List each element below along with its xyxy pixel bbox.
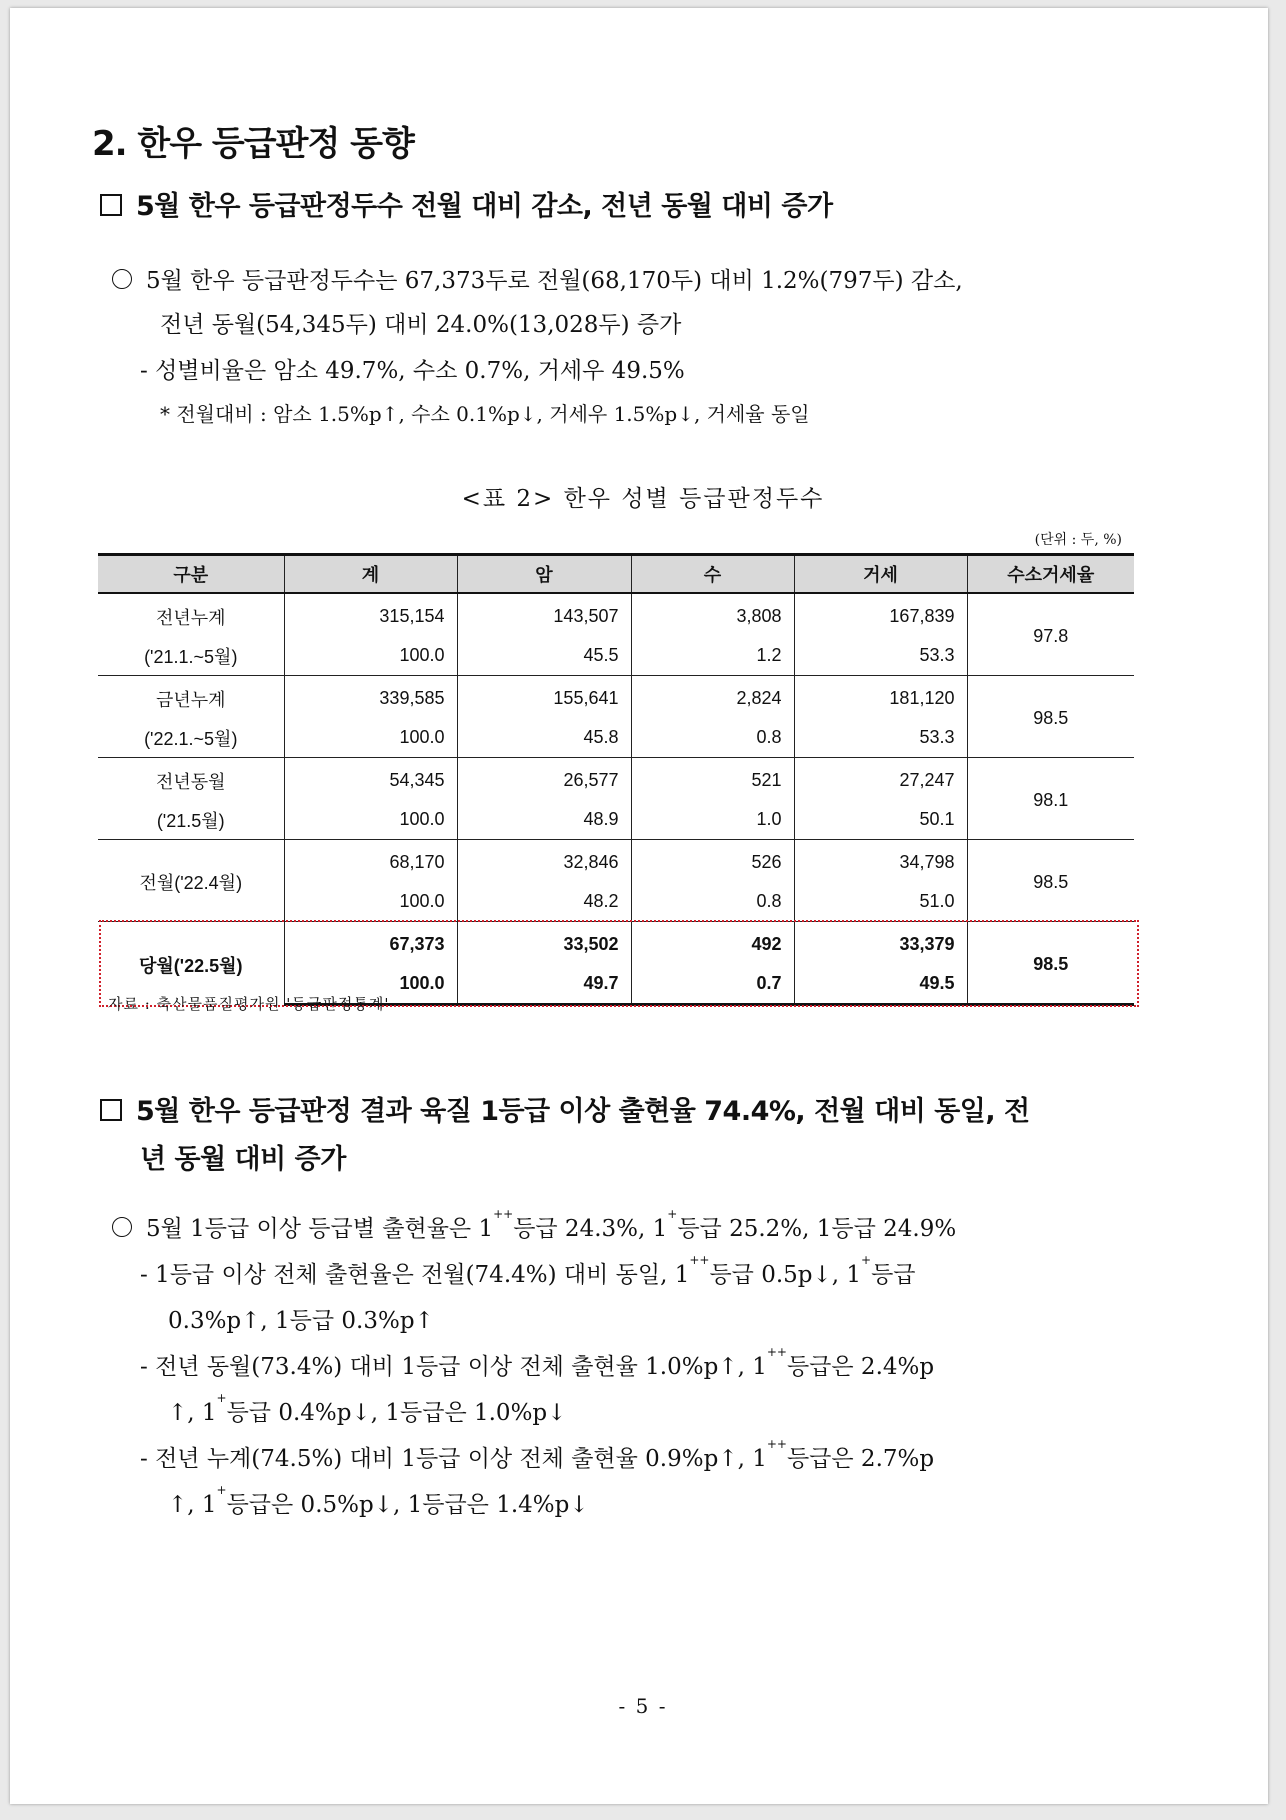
rate-cell: 98.5 <box>967 840 1134 922</box>
count-cell: 26,577 <box>457 758 631 801</box>
count-cell: 68,170 <box>284 840 457 883</box>
section1-title <box>100 185 833 229</box>
count-cell: 33,502 <box>457 922 631 965</box>
text-part: 등급 24.3%, 1 <box>513 1216 668 1242</box>
row-label: 전월('22.4월) <box>98 840 284 922</box>
table-unit: (단위 : 두, %) <box>1034 532 1122 548</box>
section1-bullet-line2: 전년 동월(54,345두) 대비 24.0%(13,028두) 증가 <box>160 312 682 338</box>
grade-superscript: + <box>216 1391 227 1405</box>
row-period: ('21.1.~5월) <box>98 636 284 676</box>
count-cell: 67,373 <box>284 922 457 965</box>
share-cell: 50.1 <box>794 800 967 840</box>
section1-title-text: 5월 한우 등급판정두수 전월 대비 감소, 전년 동월 대비 증가 <box>136 191 833 222</box>
text-part: - 전년 누계(74.5%) 대비 1등급 이상 전체 출현율 0.9%p↑, 1 <box>140 1446 767 1472</box>
table-header-row <box>98 555 1134 594</box>
table-row <box>98 758 1134 801</box>
count-cell: 33,379 <box>794 922 967 965</box>
table-header-cell: 암 <box>457 555 631 594</box>
count-cell: 54,345 <box>284 758 457 801</box>
share-cell: 0.8 <box>631 882 794 922</box>
section2-dash3-line2 <box>168 1483 589 1519</box>
grading-table <box>98 553 1134 1006</box>
share-cell: 100.0 <box>284 718 457 758</box>
count-cell: 181,120 <box>794 676 967 719</box>
square-bullet-icon <box>100 194 122 216</box>
section1-bullet <box>112 262 963 295</box>
text-part: ↑, 1 <box>168 1400 217 1426</box>
count-cell: 526 <box>631 840 794 883</box>
row-label: 전년동월 <box>98 758 284 801</box>
table-row-current <box>98 922 1134 965</box>
row-label: 전년누계 <box>98 593 284 636</box>
rate-cell: 97.8 <box>967 593 1134 676</box>
rate-cell: 98.5 <box>967 676 1134 758</box>
section2-title-line1: 5월 한우 등급판정 결과 육질 1등급 이상 출현율 74.4%, 전월 대비 동일, 전 <box>136 1096 1030 1127</box>
text-part: 등급은 2.7%p <box>786 1446 935 1472</box>
share-cell: 48.9 <box>457 800 631 840</box>
count-cell: 315,154 <box>284 593 457 636</box>
text-part: - 전년 동월(73.4%) 대비 1등급 이상 전체 출현율 1.0%p↑, 1 <box>140 1354 767 1380</box>
page-number: - 5 - <box>618 1694 668 1718</box>
count-cell: 2,824 <box>631 676 794 719</box>
table-row <box>98 676 1134 719</box>
share-cell: 1.2 <box>631 636 794 676</box>
grade-superscript: ++ <box>689 1253 710 1267</box>
table-header-cell: 수소거세율 <box>967 555 1134 594</box>
text-part: - 1등급 이상 전체 출현율은 전월(74.4%) 대비 동일, 1 <box>140 1262 690 1288</box>
table-header-cell: 구분 <box>98 555 284 594</box>
table-header-cell: 계 <box>284 555 457 594</box>
grade-superscript: + <box>667 1207 678 1221</box>
section2-dash2-line2 <box>168 1391 567 1427</box>
grade-superscript: ++ <box>766 1437 787 1451</box>
section1-bullet-line1: 5월 한우 등급판정두수는 67,373두로 전월(68,170두) 대비 1.2%(797두) 감소, <box>146 268 963 294</box>
count-cell: 339,585 <box>284 676 457 719</box>
text-part: 등급은 2.4%p <box>786 1354 935 1380</box>
text-part: 등급 <box>871 1262 916 1288</box>
share-cell: 1.0 <box>631 800 794 840</box>
row-label: 금년누계 <box>98 676 284 719</box>
table-caption: <표 2> 한우 성별 등급판정두수 <box>461 486 825 512</box>
text-part: 5월 1등급 이상 등급별 출현율은 1 <box>146 1216 494 1242</box>
section2-bullet <box>112 1207 957 1243</box>
text-part: ↑, 1 <box>168 1492 217 1518</box>
count-cell: 3,808 <box>631 593 794 636</box>
rate-cell: 98.1 <box>967 758 1134 840</box>
share-cell: 45.5 <box>457 636 631 676</box>
section2-dash3-line1 <box>140 1437 935 1473</box>
section2-dash1-line2: 0.3%p↑, 1등급 0.3%p↑ <box>168 1308 434 1334</box>
share-cell: 100.0 <box>284 800 457 840</box>
share-cell: 53.3 <box>794 636 967 676</box>
count-cell: 32,846 <box>457 840 631 883</box>
count-cell: 27,247 <box>794 758 967 801</box>
text-part: 등급 0.4%p↓, 1등급은 1.0%p↓ <box>226 1400 567 1426</box>
table-header-cell: 수 <box>631 555 794 594</box>
rate-cell: 98.5 <box>967 922 1134 1005</box>
share-cell: 53.3 <box>794 718 967 758</box>
share-cell: 100.0 <box>284 882 457 922</box>
text-part: 등급은 0.5%p↓, 1등급은 1.4%p↓ <box>226 1492 589 1518</box>
count-cell: 521 <box>631 758 794 801</box>
grade-superscript: ++ <box>766 1345 787 1359</box>
share-cell: 0.8 <box>631 718 794 758</box>
circle-bullet-icon <box>112 269 132 289</box>
section2-title <box>100 1090 1140 1134</box>
row-period: ('22.1.~5월) <box>98 718 284 758</box>
text-part: 등급 0.5p↓, 1 <box>709 1262 862 1288</box>
count-cell: 155,641 <box>457 676 631 719</box>
row-label: 당월('22.5월) <box>98 922 284 1005</box>
share-cell: 45.8 <box>457 718 631 758</box>
circle-bullet-icon <box>112 1217 132 1237</box>
section2-dash1-line1 <box>140 1253 916 1289</box>
count-cell: 167,839 <box>794 593 967 636</box>
grade-superscript: ++ <box>493 1207 514 1221</box>
square-bullet-icon <box>100 1099 122 1121</box>
grade-superscript: + <box>861 1253 872 1267</box>
table-source: 자료 : 축산물품질평가원 '등급판정통계' <box>108 995 390 1013</box>
table-row <box>98 840 1134 883</box>
share-cell: 48.2 <box>457 882 631 922</box>
count-cell: 492 <box>631 922 794 965</box>
table-row <box>98 593 1134 636</box>
grade-superscript: + <box>216 1483 227 1497</box>
share-cell: 100.0 <box>284 636 457 676</box>
page-heading: 2. 한우 등급판정 동향 <box>92 124 414 164</box>
share-cell: 49.7 <box>457 964 631 1005</box>
share-cell: 49.5 <box>794 964 967 1005</box>
table-header-cell: 거세 <box>794 555 967 594</box>
row-period: ('21.5월) <box>98 800 284 840</box>
section2-dash2-line1 <box>140 1345 935 1381</box>
section1-note: * 전월대비 : 암소 1.5%p↑, 수소 0.1%p↓, 거세우 1.5%p↓, 거세율 동일 <box>160 402 810 426</box>
share-cell: 0.7 <box>631 964 794 1005</box>
section2-title-line2: 년 동월 대비 증가 <box>140 1144 346 1175</box>
text-part: 등급 25.2%, 1등급 24.9% <box>677 1216 957 1242</box>
section1-dash1: - 성별비율은 암소 49.7%, 수소 0.7%, 거세우 49.5% <box>140 358 685 384</box>
share-cell: 100.0 <box>284 964 457 1005</box>
count-cell: 143,507 <box>457 593 631 636</box>
count-cell: 34,798 <box>794 840 967 883</box>
share-cell: 51.0 <box>794 882 967 922</box>
